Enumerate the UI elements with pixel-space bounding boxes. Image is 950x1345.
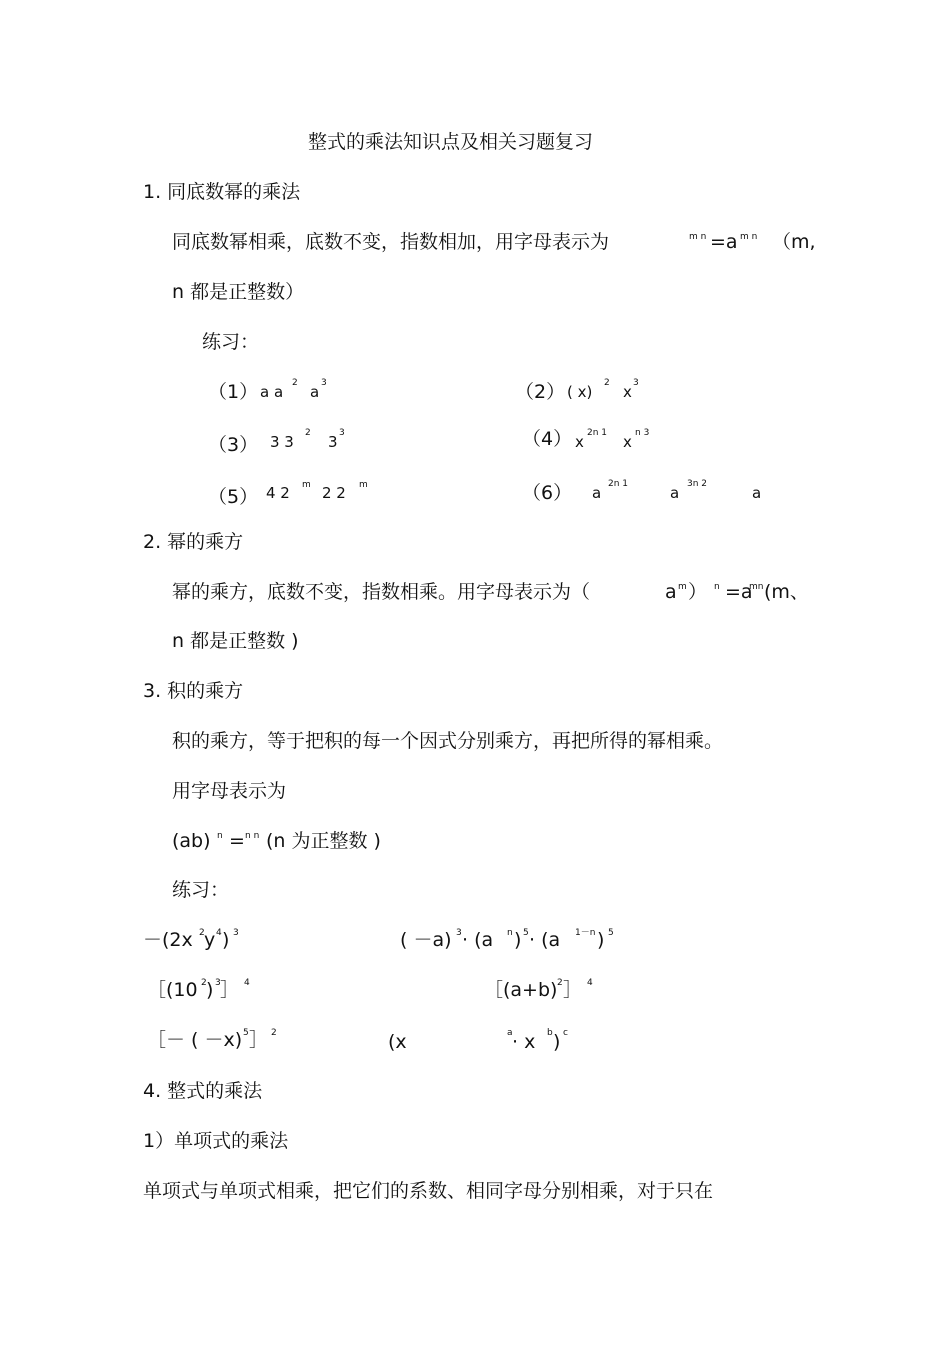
section-4-sub: 1）单项式的乘法 [143, 1130, 289, 1152]
exercise-e2-c: ) [514, 929, 522, 951]
exercise-e4-b: ］ [563, 979, 583, 1001]
exercise-sup-4b: n 3 [635, 428, 650, 438]
exercise-e4-s2: 4 [587, 978, 593, 988]
rule-exponent-2: m n [740, 232, 758, 242]
exercise-expr-2: ( x) [567, 383, 593, 401]
exercise-sup-1a: 2 [292, 378, 298, 388]
exercise-expr-3b: 3 [328, 433, 338, 451]
exercise-e5-a: ［－ ( －x) [147, 1029, 243, 1051]
exercise-e4-s1: 2 [557, 978, 563, 988]
exercise-e3-b: ) [206, 979, 214, 1001]
exercise-sup-4a: 2n 1 [587, 428, 608, 438]
exercise-label-5: （5） [208, 486, 259, 508]
exercise-e3-c: ］ [220, 979, 240, 1001]
exercise-sup-2a: 2 [604, 378, 610, 388]
power-eq: =a [725, 581, 753, 603]
section-2-heading: 2. 幂的乘方 [143, 531, 244, 553]
exercise-e5-s1: 5 [243, 1028, 249, 1038]
section-3-rule2: 用字母表示为 [172, 780, 287, 802]
exercise-e3-a: ［(10 [147, 979, 198, 1001]
exercise-expr-4b: x [623, 433, 632, 451]
exercise-expr-6: a [592, 484, 602, 502]
section-2-rule: 幂的乘方，底数不变，指数相乘。用字母表示为（ [172, 581, 591, 603]
exercise-e2-a: ( －a) [400, 929, 452, 951]
exercise-expr-1b: a [310, 383, 320, 401]
exercise-sup-2b: 3 [633, 378, 639, 388]
exercise-expr-3: 3 3 [270, 433, 294, 451]
exercise-e2-s5: 5 [608, 928, 614, 938]
page-title: 整式的乘法知识点及相关习题复习 [308, 131, 594, 153]
power-exp-mn: mn [749, 582, 764, 592]
exercise-sup-6b: 3n 2 [687, 479, 708, 489]
product-eq: = [229, 830, 245, 852]
exercise-expr-1: a a [260, 383, 284, 401]
power-exp-n: n [714, 582, 720, 592]
exercise-label-1: （1） [208, 381, 259, 403]
product-tail: (n 为正整数 ) [266, 830, 381, 852]
exercise-sup-3b: 3 [339, 428, 345, 438]
exercise-expr-5: 4 2 [266, 484, 290, 502]
exercise-e6-b: · x [512, 1031, 536, 1053]
product-formula: (ab) [172, 830, 211, 852]
exercise-e6-s2: b [547, 1028, 553, 1038]
rule-paren: （m, [772, 231, 816, 253]
exercise-e2-b: · (a [462, 929, 494, 951]
exercise-sup-3a: 2 [305, 428, 311, 438]
section-1-rule-line2: n 都是正整数） [172, 281, 305, 303]
exercise-sup-5a: m [302, 480, 311, 490]
exercise-e6-s3: c [563, 1028, 568, 1038]
power-base: a [665, 581, 677, 603]
exercise-e2-s3: 5 [523, 928, 529, 938]
practice-label-2: 练习： [172, 879, 230, 901]
exercise-label-3: （3） [208, 434, 259, 456]
power-exp-m: m [678, 582, 687, 592]
exercise-expr-6c: a [752, 484, 762, 502]
practice-label-1: 练习： [202, 331, 260, 353]
exercise-e2-s1: 3 [456, 928, 462, 938]
exercise-e1-b: y [204, 929, 216, 951]
product-exp-nn: n n [245, 831, 260, 841]
exercise-e2-e: ) [597, 929, 605, 951]
exercise-label-6: （6） [522, 482, 573, 504]
exercise-sup-6a: 2n 1 [608, 479, 629, 489]
exercise-e1-s3: 3 [233, 928, 239, 938]
exercise-expr-5b: 2 2 [322, 484, 346, 502]
section-3-rule: 积的乘方，等于把积的每一个因式分别乘方，再把所得的幂相乘。 [172, 730, 724, 752]
power-close: ） [688, 581, 708, 603]
exercise-e6-c: ) [553, 1031, 561, 1053]
exercise-expr-6b: a [670, 484, 680, 502]
power-tail: (m、 [764, 581, 809, 603]
product-exp-n: n [217, 831, 223, 841]
exercise-e6-a: (x [388, 1031, 407, 1053]
section-3-heading: 3. 积的乘方 [143, 680, 244, 702]
section-4-heading: 4. 整式的乘法 [143, 1080, 263, 1102]
exercise-label-2: （2） [515, 381, 566, 403]
exercise-e1-a: －(2x [143, 929, 193, 951]
exercise-sup-1b: 3 [321, 378, 327, 388]
exercise-e1-c: ) [222, 929, 230, 951]
section-1-rule: 同底数幂相乘，底数不变，指数相加，用字母表示为 [172, 231, 610, 253]
rule-exponent: m n [689, 232, 707, 242]
exercise-e2-s4: 1－n [575, 928, 596, 938]
exercise-label-4: （4） [522, 428, 573, 450]
exercise-e2-d: · (a [529, 929, 561, 951]
exercise-e6-s1: a [507, 1028, 513, 1038]
exercise-expr-2b: x [623, 383, 632, 401]
exercise-expr-4: x [575, 433, 584, 451]
exercise-e3-s3: 4 [244, 978, 250, 988]
exercise-e5-b: ］ [249, 1029, 269, 1051]
exercise-e5-s2: 2 [271, 1028, 277, 1038]
exercise-e4-a: ［(a+b) [484, 979, 558, 1001]
exercise-e2-s2: n [507, 928, 513, 938]
exercise-e1-s1: 2 [199, 928, 205, 938]
rule-equals: =a [710, 231, 738, 253]
exercise-e3-s2: 3 [215, 978, 221, 988]
section-2-line2: n 都是正整数 ) [172, 630, 299, 652]
exercise-e1-s2: 4 [216, 928, 222, 938]
exercise-sup-5b: m [359, 480, 368, 490]
exercise-e3-s1: 2 [201, 978, 207, 988]
section-4-text: 单项式与单项式相乘，把它们的系数、相同字母分别相乘，对于只在 [143, 1180, 714, 1202]
section-1-heading: 1. 同底数幂的乘法 [143, 181, 301, 203]
